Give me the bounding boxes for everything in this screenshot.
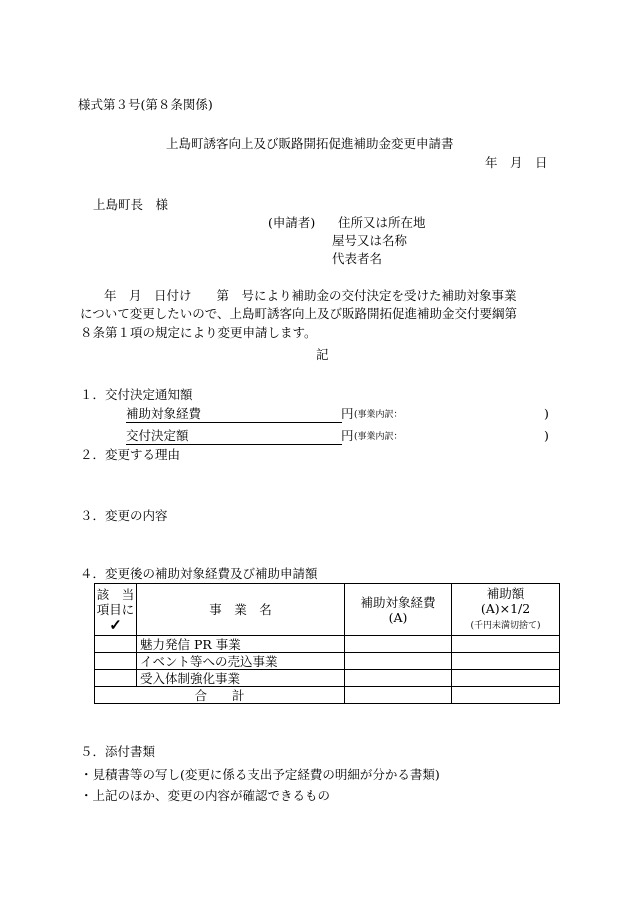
eligible-cost-cell[interactable] bbox=[345, 653, 452, 670]
subsidy-amount-header bbox=[452, 584, 560, 636]
grant-decision-unit: 円 bbox=[341, 428, 354, 443]
business-name-cell: イベント等への売込事業 bbox=[137, 653, 345, 670]
eligible-cost-header-line-2: (A) bbox=[388, 609, 408, 625]
applicant-representative: 代表者名 bbox=[332, 251, 383, 266]
eligible-cost-header-line-1: 補助対象経費 bbox=[360, 594, 436, 610]
form-number: 様式第３号(第８条関係) bbox=[78, 97, 213, 112]
grant-decision-underline bbox=[126, 444, 342, 445]
total-eligible-cost-cell[interactable] bbox=[345, 687, 452, 704]
check-cell[interactable] bbox=[95, 670, 137, 687]
subsidy-amount-cell[interactable] bbox=[452, 670, 560, 687]
subsidy-cost-underline bbox=[126, 422, 342, 423]
subsidy-cost-unit: 円 bbox=[341, 406, 354, 421]
eligible-cost-cell[interactable] bbox=[345, 636, 452, 653]
addressee: 上島町長 様 bbox=[93, 197, 169, 212]
section-4-heading: ４．変更後の補助対象経費及び補助申請額 bbox=[80, 566, 318, 581]
total-subsidy-amount-cell[interactable] bbox=[452, 687, 560, 704]
subsidy-amount-cell[interactable] bbox=[452, 653, 560, 670]
body-line-3: ８条第１項の規定により変更申請します。 bbox=[80, 325, 317, 340]
eligible-cost-cell[interactable] bbox=[345, 670, 452, 687]
total-label: 合 計 bbox=[95, 687, 345, 704]
attachment-item-2: ・上記のほか、変更の内容が確認できるもの bbox=[80, 788, 331, 803]
table-row bbox=[95, 653, 560, 670]
body-line-2: について変更したいので、上島町誘客向上及び販路開拓促進補助金交付要綱第 bbox=[80, 306, 518, 321]
total-row bbox=[95, 687, 560, 704]
check-header-line-1: 該 当 bbox=[96, 586, 135, 602]
applicant-address: 住所又は所在地 bbox=[338, 215, 426, 230]
attachment-item-1: ・見積書等の写し(変更に係る支出予定経費の明細が分かる書類) bbox=[80, 767, 440, 782]
table-row bbox=[95, 636, 560, 653]
subsidy-header-line-1: 補助額 bbox=[486, 585, 525, 601]
section-3-heading: ３．変更の内容 bbox=[80, 508, 168, 523]
grant-decision-label: 交付決定額 bbox=[126, 428, 189, 443]
subsidy-header-line-2: (A)×1/2 bbox=[480, 600, 531, 616]
document-title: 上島町誘客向上及び販路開拓促進補助金変更申請書 bbox=[166, 136, 454, 151]
check-cell[interactable] bbox=[95, 653, 137, 670]
section-1-heading: １．交付決定通知額 bbox=[80, 387, 193, 402]
table-row bbox=[95, 670, 560, 687]
subsidy-cost-label: 補助対象経費 bbox=[126, 406, 202, 421]
budget-table bbox=[94, 583, 560, 704]
section-5-heading: ５．添付書類 bbox=[80, 744, 156, 759]
check-header-line-2: 項目に bbox=[96, 601, 135, 617]
check-cell[interactable] bbox=[95, 636, 137, 653]
grant-decision-breakdown: (事業内訳： bbox=[354, 432, 403, 442]
business-name-cell: 魅力発信 PR 事業 bbox=[137, 636, 345, 653]
business-name-cell: 受入体制強化事業 bbox=[137, 670, 345, 687]
subsidy-cost-breakdown: (事業内訳： bbox=[354, 410, 403, 420]
body-line-1: 年 月 日付け 第 号により補助金の交付決定を受けた補助対象事業 bbox=[104, 288, 517, 303]
date-field: 年 月 日 bbox=[485, 155, 548, 170]
check-column-header bbox=[95, 584, 137, 636]
subsidy-header-line-3: (千円未満切捨て) bbox=[470, 620, 541, 631]
check-mark-icon: ✓ bbox=[109, 615, 122, 634]
section-2-heading: ２．変更する理由 bbox=[80, 447, 181, 462]
applicant-name: 屋号又は名称 bbox=[332, 233, 408, 248]
applicant-label: (申請者) bbox=[268, 215, 316, 230]
subsidy-amount-cell[interactable] bbox=[452, 636, 560, 653]
grant-decision-close: ) bbox=[544, 428, 549, 443]
eligible-cost-header bbox=[345, 584, 452, 636]
subsidy-cost-close: ) bbox=[544, 406, 549, 421]
ki-label: 記 bbox=[316, 347, 329, 362]
business-name-header: 事 業 名 bbox=[137, 584, 345, 636]
